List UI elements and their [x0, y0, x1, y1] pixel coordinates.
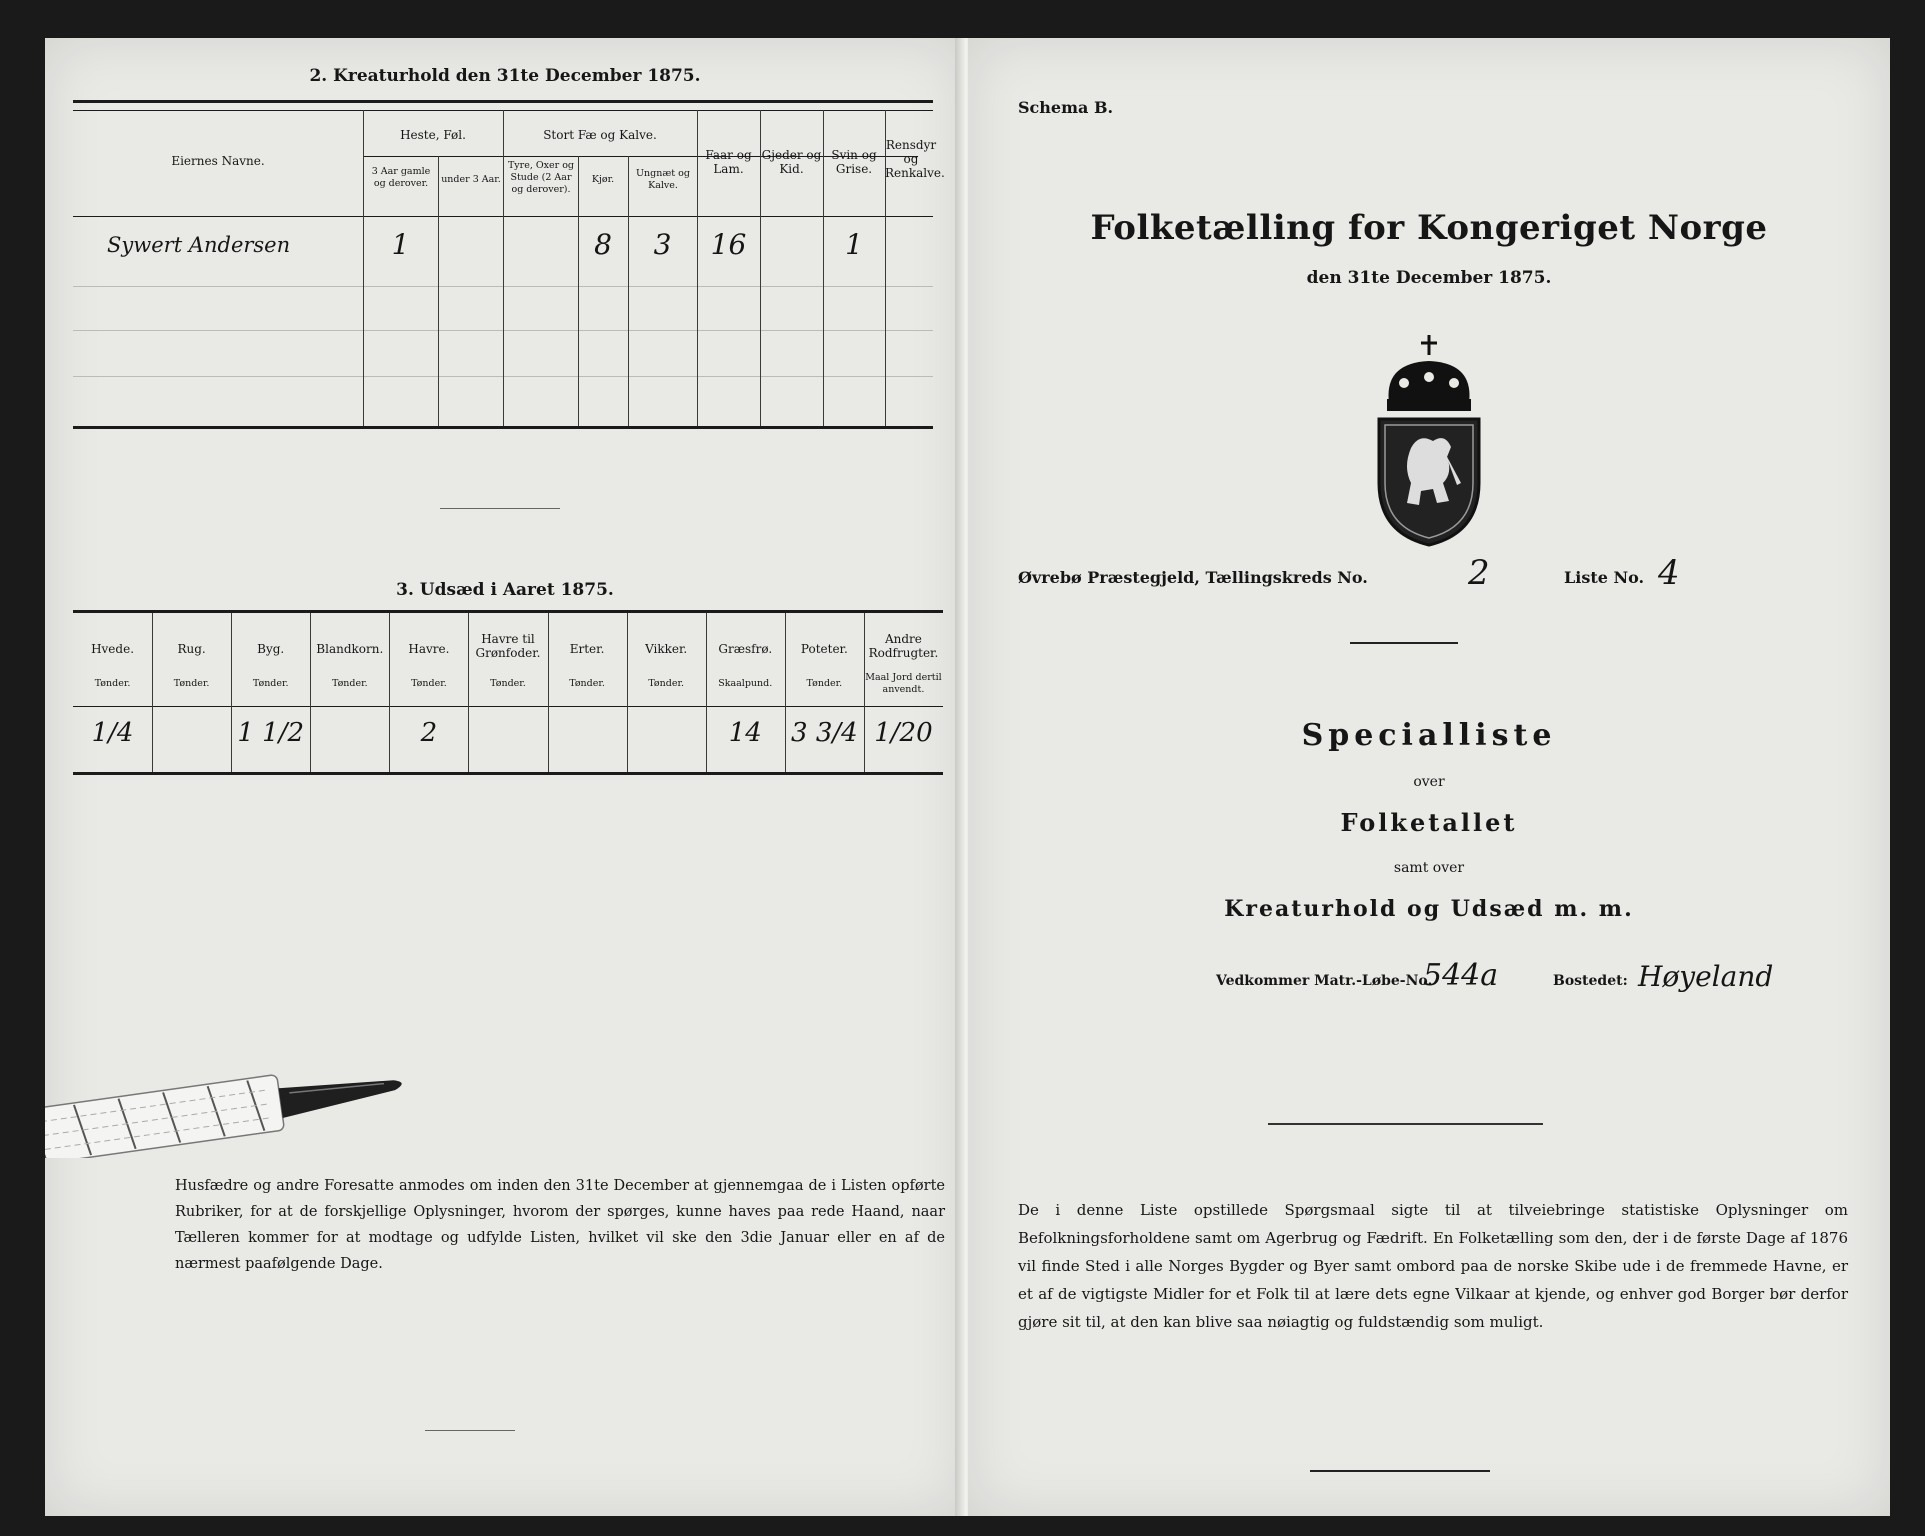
table2-top-rule: [73, 100, 933, 103]
separator-line: [440, 508, 560, 509]
table3-col-line: [627, 613, 628, 772]
table3-col-line: [785, 613, 786, 772]
udsaed-col-unit: Tønder.: [569, 678, 605, 689]
col-sheep-header: Faar og Lam.: [705, 148, 752, 176]
schema-label: Schema B.: [1018, 98, 1114, 117]
udsaed-value: 1/4: [91, 718, 134, 748]
udsaed-col-label: Erter.: [569, 642, 605, 656]
specialliste-title: Specialliste: [1301, 718, 1557, 753]
owner-name: Sywert Andersen: [107, 233, 291, 257]
udsaed-col-label: Vikker.: [645, 642, 688, 656]
udsaed-col-label: Hvede.: [91, 642, 135, 656]
col-cows-header: Kjør.: [591, 174, 615, 185]
group-cattle-header: Stort Fæ og Kalve.: [543, 128, 657, 142]
col-young-cattle-header: Ungnæt og Kalve.: [636, 168, 690, 191]
udsaed-col-label: Græsfrø.: [718, 642, 773, 656]
col-goats-header: Gjeder og Kid.: [761, 148, 822, 176]
table3-top-rule: [73, 610, 943, 613]
bottom-rule: [1310, 1470, 1490, 1472]
bosted-value: Høyeland: [1638, 960, 1774, 993]
over-text: over: [1413, 774, 1445, 790]
table2-col-line: [363, 110, 364, 426]
udsaed-col-unit: Tønder.: [806, 678, 843, 689]
udsaed-col-unit: Tønder.: [173, 678, 210, 689]
udsaed-col-unit: Tønder.: [490, 678, 526, 689]
col-bulls-header: Tyre, Oxer og Stude (2 Aar og derover).: [507, 160, 575, 195]
udsaed-col-unit: Maal Jord dertil anvendt.: [865, 672, 942, 695]
separator-rule: [1350, 642, 1458, 644]
udsaed-value: 1/20: [874, 718, 933, 748]
udsaed-value: 3 3/4: [791, 718, 858, 748]
udsaed-col-label: Rug.: [177, 642, 206, 656]
district-number: 2: [1468, 553, 1490, 593]
right-page: [968, 38, 1890, 1516]
list-label: Liste No.: [1564, 568, 1645, 587]
table2-col-line: [578, 156, 579, 426]
left-page: [45, 38, 965, 1516]
table2-col-line: [438, 156, 439, 426]
bosted-label: Bostedet:: [1553, 973, 1628, 989]
kreaturhold-text: Kreaturhold og Udsæd m. m.: [1224, 896, 1634, 922]
value-pigs: 1: [845, 228, 863, 261]
table3-col-line: [231, 613, 232, 772]
pen-icon: [45, 1048, 420, 1158]
matr-number: 544a: [1423, 958, 1499, 993]
table3-col-line: [548, 613, 549, 772]
value-cows: 8: [594, 228, 612, 261]
list-number: 4: [1658, 553, 1680, 593]
coat-of-arms-icon: [1349, 333, 1509, 553]
value-young-cattle: 3: [653, 228, 672, 261]
group-horses-header: Heste, Føl.: [400, 128, 466, 142]
section2-title: 2. Kreaturhold den 31te December 1875.: [309, 66, 701, 86]
table3-bottom-rule: [73, 772, 943, 775]
matr-label: Vedkommer Matr.-Løbe-No.: [1216, 973, 1433, 989]
section3-title: 3. Udsæd i Aaret 1875.: [396, 580, 614, 600]
table3-col-line: [389, 613, 390, 772]
table2-bottom-rule: [73, 426, 933, 429]
udsaed-col-unit: Tønder.: [94, 678, 131, 689]
table3-header-rule: [73, 706, 943, 707]
mid-rule: [1268, 1123, 1543, 1125]
col-pigs-header: Svin og Grise.: [831, 148, 877, 176]
udsaed-col-label: Havre til Grønfoder.: [475, 632, 541, 660]
udsaed-col-label: Byg.: [257, 642, 285, 656]
col-horses-young-header: under 3 Aar.: [441, 174, 501, 185]
info-paragraph: De i denne Liste opstillede Spørgsmaal sigte til at tilveiebringe statistiske Oplysninger om Befolkningsforholdene samt om Agerbrug og Fædrift. En Folketælling som den, der i de første Dage af 1876 vil finde Sted i alle Norges Bygder og Byer samt ombord paa de norske Skibe ude i de fremmede Havne, er et af de vigtigste Midler for et Folk til at lære dets egne Vilkaar at kjende, og enhver god Borger bør derfor gjøre sit til, at den kan blive saa nøiagtig og fuldstændig som muligt.: [1018, 1201, 1848, 1331]
udsaed-col-unit: Skaalpund.: [718, 678, 773, 689]
col-reindeer-header: Rensdyr og Renkalve.: [885, 138, 945, 180]
udsaed-col-label: Havre.: [408, 642, 450, 656]
col-horses-old-header: 3 Aar gamle og derover.: [371, 166, 431, 189]
table2-col-line: [503, 110, 504, 426]
census-date: den 31te December 1875.: [1306, 268, 1552, 288]
coat-of-arms: [1349, 333, 1509, 553]
table3-col-line: [706, 613, 707, 772]
parish-label: Øvrebø Præstegjeld, Tællingskreds No.: [1018, 568, 1368, 587]
bottom-mark: [425, 1430, 515, 1431]
udsaed-col-unit: Tønder.: [331, 678, 368, 689]
pen-object: [45, 1048, 420, 1158]
table3-col-line: [152, 613, 153, 772]
value-horses-old: 1: [391, 228, 410, 261]
udsaed-col-unit: Tønder.: [411, 678, 447, 689]
udsaed-value: 1 1/2: [237, 718, 305, 748]
udsaed-col-label: Poteter.: [800, 642, 848, 656]
value-sheep: 16: [710, 228, 747, 261]
table3-col-line: [310, 613, 311, 772]
folketallet-text: Folketallet: [1340, 808, 1518, 837]
samt-over-text: samt over: [1393, 860, 1465, 876]
col-owner-header: Eiernes Navne.: [171, 154, 265, 168]
notice-text: Husfædre og andre Foresatte anmodes om inden den 31te December at gjennemgaa de i Listen opførte Rubriker, for at de forskjellige Oplysninger, hvorom der spørges, kunne haves paa rede Haand, naar Tælleren kommer for at modtage og udfylde Listen, hvilket vil ske den 3die Januar eller en af de nærmest paafølgende Dage.: [175, 1178, 945, 1272]
udsaed-value: 14: [728, 718, 762, 748]
udsaed-col-label: Blandkorn.: [316, 642, 384, 656]
udsaed-value: 2: [420, 718, 438, 748]
udsaed-col-label: Andre Rodfrugter.: [868, 632, 939, 660]
udsaed-col-unit: Tønder.: [648, 678, 684, 689]
udsaed-col-unit: Tønder.: [252, 678, 289, 689]
census-title: Folketælling for Kongeriget Norge: [1090, 208, 1768, 248]
table2-col-line: [628, 156, 629, 426]
